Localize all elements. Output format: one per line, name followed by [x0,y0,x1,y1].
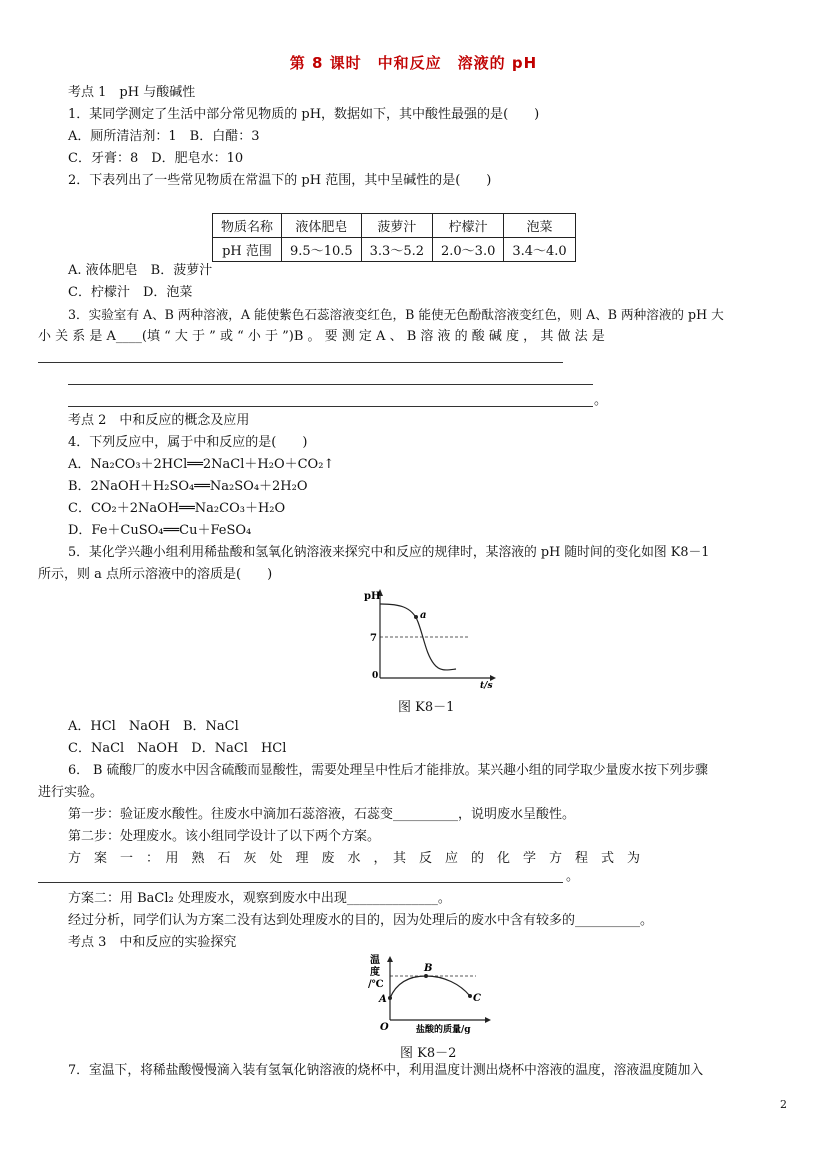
ph-table-header: 菠萝汁 [361,214,432,238]
ph-table-row [213,238,576,262]
section-heading-1: 考点 1 pH 与酸碱性 [68,85,196,100]
point-a-marker [388,996,392,1000]
ph-table-row-label: pH 范围 [213,238,282,262]
q6-plan2: 方案二：用 BaCl₂ 处理废水，观察到废水中出现______________。 [68,891,451,906]
q5-line1: 5．某化学兴趣小组利用稀盐酸和氢氧化钠溶液来探究中和反应的规律时，某溶液的 pH 随时间的变化如图 K8－1 [68,545,710,560]
ph-table-cell: 2.0～3.0 [433,238,504,262]
q2-options-cd: C．柠檬汁 D．泡菜 [68,285,193,300]
figure-k8-2 [364,954,494,1036]
q2-options-ab: A. 液体肥皂 B．菠萝汁 [68,263,213,278]
q6-plan1-end: 。 [566,869,580,884]
point-a-label: a [420,610,427,621]
q5-line2: 所示，则 a 点所示溶液中的溶质是( ) [38,567,273,582]
temp-curve [390,976,470,998]
section-heading-3: 考点 3 中和反应的实验探究 [68,935,237,950]
point-c-label: C [473,993,481,1004]
q6-analysis: 经过分析，同学们认为方案二没有达到处理废水的目的，因为处理后的废水中含有较多的__________。 [68,913,654,928]
y-axis-label-3: /℃ [368,979,384,990]
q6-step2: 第二步：处理废水。该小组同学设计了以下两个方案。 [68,829,381,844]
ph-table-header: 液体肥皂 [282,214,362,238]
origin-label: O [380,1022,389,1033]
point-c-marker [468,994,472,998]
q5-options-ab: A．HCl NaOH B．NaCl [68,719,239,734]
q1-options-cd: C．牙膏：8 D．肥皂水：10 [68,151,244,166]
q1-stem: 1．某同学测定了生活中部分常见物质的 pH，数据如下，其中酸性最强的是( ) [68,107,540,122]
x-axis-arrow [485,1017,491,1023]
q6-line1: 6． B 硫酸厂的废水中因含硫酸而显酸性，需要处理呈中性后才能排放。某兴趣小组的同学取少量废水按下列步骤 [68,763,708,778]
figure-k8-1 [360,586,500,696]
q3-line2: 小 关 系 是 A____(填 “ 大 于 ” 或 “ 小 于 ”)B 。 要 测 定 A 、 B 溶 液 的 酸 碱 度 ， 其 做 法 是 [38,329,605,344]
q4-option-b: B．2NaOH＋H₂SO₄══Na₂SO₄＋2H₂O [68,479,308,494]
point-a-label: A [379,994,387,1005]
origin-label: 0 [372,671,379,681]
q3-blank-1 [38,362,563,363]
ph-table-cell: 3.3～5.2 [361,238,432,262]
q3-end: 。 [594,393,608,408]
y-axis-label: pH [364,591,381,602]
y-axis-label-1: 温 [370,955,380,966]
page-number: 2 [780,1098,787,1111]
q3-blank-3 [68,406,593,407]
page-title: 第 8 课时 中和反应 溶液的 pH [289,54,538,72]
y-axis-arrow [387,956,393,962]
point-a-marker [414,615,418,619]
section-heading-2: 考点 2 中和反应的概念及应用 [68,413,250,428]
ph-table [212,213,576,262]
q2-stem: 2．下表列出了一些常见物质在常温下的 pH 范围，其中呈碱性的是( ) [68,173,492,188]
ph-table-header: 泡菜 [504,214,575,238]
q6-plan1-blank [38,882,563,883]
q7-line1: 7．室温下，将稀盐酸慢慢滴入装有氢氧化钠溶液的烧杯中，利用温度计测出烧杯中溶液的温度，溶液温度随加入 [68,1063,704,1078]
q1-options-ab: A．厕所清洁剂：1 B．白醋：3 [68,129,260,144]
x-axis-label: 盐酸的质量/g [416,1025,471,1035]
ph-table-header: 柠檬汁 [433,214,504,238]
q4-option-d: D．Fe＋CuSO₄══Cu＋FeSO₄ [68,523,252,538]
q6-plan1: 方 案 一 ： 用 熟 石 灰 处 理 废 水 ， 其 反 应 的 化 学 方 程 式 为 [68,851,641,866]
ph-table-cell: 3.4～4.0 [504,238,575,262]
y-tick-7: 7 [370,633,377,644]
y-axis-label-2: 度 [370,967,380,978]
q4-stem: 4．下列反应中，属于中和反应的是( ) [68,435,308,450]
point-b-label: B [424,963,433,974]
x-axis-label: t/s [480,681,493,691]
q3-blank-2 [68,384,593,385]
point-b-marker [424,974,428,978]
ph-table-header: 物质名称 [213,214,282,238]
q6-step1: 第一步：验证废水酸性。往废水中滴加石蕊溶液，石蕊变__________，说明废水呈酸性。 [68,807,576,822]
ph-table-cell: 9.5～10.5 [282,238,362,262]
q4-option-a: A．Na₂CO₃＋2HCl══2NaCl＋H₂O＋CO₂↑ [68,457,335,472]
ph-table-header-row [213,214,576,238]
figure-k8-2-caption: 图 K8－2 [400,1046,457,1061]
q4-option-c: C．CO₂＋2NaOH══Na₂CO₃＋H₂O [68,501,286,516]
figure-k8-1-caption: 图 K8－1 [398,700,455,715]
q6-line2: 进行实验。 [38,785,104,800]
q3-line1: 3．实验室有 A、B 两种溶液，A 能使紫色石蕊溶液变红色，B 能使无色酚酞溶液变红色，则 A、B 两种溶液的 pH 大 [68,307,724,322]
q5-options-cd: C．NaCl NaOH D．NaCl HCl [68,741,287,756]
